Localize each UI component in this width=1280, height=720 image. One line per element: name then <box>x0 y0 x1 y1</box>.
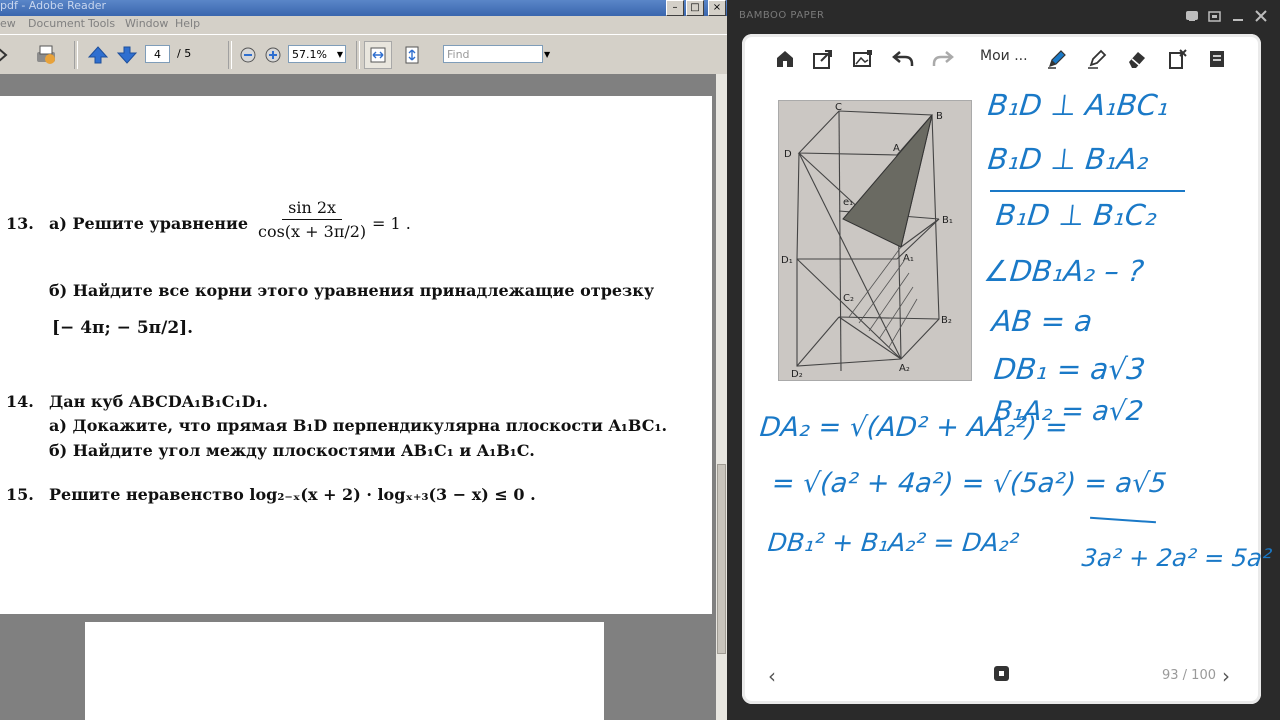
page-total-label: / 5 <box>177 47 192 60</box>
share-window-icon[interactable] <box>1184 9 1200 25</box>
menu-window[interactable]: Window <box>125 17 169 30</box>
reader-title-bar[interactable] <box>0 0 727 16</box>
menu-help[interactable]: Help <box>175 17 201 30</box>
toolbar-separator <box>228 41 232 69</box>
clear-page-icon[interactable] <box>1164 46 1190 72</box>
pdf-page-next <box>85 622 604 720</box>
vertical-scrollbar[interactable] <box>716 74 727 720</box>
problem-13a-rhs: = 1 . <box>372 214 411 233</box>
problem-13a-denominator: cos(x + 3π/2) <box>258 222 367 241</box>
fig-label-a2: A₂ <box>899 363 910 374</box>
page-number-input[interactable]: 4 <box>145 45 170 63</box>
problem-13b-interval: [− 4π; − 5π/2]. <box>52 318 194 338</box>
hw-line-6: DB₁ = a√3 <box>992 352 1148 386</box>
find-input[interactable]: Find <box>443 45 543 63</box>
fig-label-c2: C₂ <box>843 293 854 304</box>
hw-underline <box>990 190 1185 192</box>
fit-page-icon[interactable] <box>400 43 424 67</box>
hw-line-1: B₁D ⊥ A₁BC₁ <box>986 88 1171 122</box>
zoom-out-icon[interactable] <box>236 43 260 67</box>
hw-line-3: B₁D ⊥ B₁C₂ <box>994 198 1159 232</box>
reader-toolbar <box>0 34 727 76</box>
problem-13-number: 13. <box>6 214 34 233</box>
problem-14-number: 14. <box>6 392 34 411</box>
problem-13a-numerator: sin 2x <box>282 198 342 220</box>
cube-photo <box>778 100 972 381</box>
redo-icon[interactable] <box>930 46 956 72</box>
pen-tool-icon[interactable] <box>1044 46 1070 72</box>
toolbar-separator <box>356 41 360 69</box>
zoom-level-select[interactable] <box>288 45 346 63</box>
fig-label-a: A <box>893 143 900 154</box>
hw-line-10: DB₁² + B₁A₂² = DA₂² <box>766 528 1021 557</box>
zoom-level-value: 57.1% <box>292 48 327 61</box>
bamboo-paper-window <box>727 0 1280 720</box>
export-icon[interactable] <box>810 46 836 72</box>
previous-page-icon[interactable] <box>86 43 110 67</box>
close-button[interactable]: × <box>708 0 726 16</box>
next-page-chevron-icon[interactable]: › <box>1222 664 1230 688</box>
eraser-icon[interactable] <box>1124 46 1150 72</box>
hw-line-4: ∠DB₁A₂ – ? <box>982 254 1146 288</box>
page-edge-icon[interactable] <box>0 43 16 67</box>
menu-tools[interactable]: Tools <box>88 17 116 30</box>
hw-line-8: DA₂ = √(AD² + AA₂²) = <box>758 412 1070 443</box>
zoom-in-icon[interactable] <box>261 43 285 67</box>
problem-15-number: 15. <box>6 485 34 504</box>
hw-line-9: = √(a² + 4a²) = √(5a²) = a√5 <box>770 468 1169 499</box>
fit-width-icon[interactable] <box>364 41 392 69</box>
maximize-button[interactable]: □ <box>686 0 704 16</box>
bookmark-icon[interactable] <box>1204 46 1230 72</box>
fig-label-d: D <box>784 149 792 160</box>
close-window-icon[interactable] <box>1253 9 1269 25</box>
fig-label-d2: D₂ <box>791 369 803 380</box>
menu-document[interactable]: Document <box>28 17 85 30</box>
hw-underline-2 <box>1090 517 1156 524</box>
minimize-window-icon[interactable] <box>1230 9 1246 25</box>
fig-label-d1: D₁ <box>781 255 793 266</box>
page-indicator: 93 / 100 <box>1162 668 1216 683</box>
scrollbar-thumb[interactable] <box>717 464 726 654</box>
problem-14a-text: а) Докажите, что прямая B₁D перпендикулярна плоскости A₁BC₁. <box>49 416 668 435</box>
restore-window-icon[interactable] <box>1207 9 1223 25</box>
chevron-down-icon[interactable]: ▼ <box>336 50 343 59</box>
notebook-name-label[interactable]: Мои ... <box>980 48 1028 64</box>
undo-icon[interactable] <box>890 46 916 72</box>
find-options-chevron-icon[interactable]: ▼ <box>544 50 551 59</box>
previous-page-chevron-icon[interactable]: ‹ <box>768 664 776 688</box>
problem-15-text: Решите неравенство log₂₋ₓ(x + 2) · logₓ₊₃(3 − x) ≤ 0 . <box>49 485 536 504</box>
fig-label-c1: e₁ <box>843 197 854 208</box>
print-icon[interactable] <box>34 43 58 67</box>
hw-line-11: 3a² + 2a² = 5a² <box>1080 544 1274 572</box>
hw-line-5: AB = a <box>990 304 1095 338</box>
reader-menu-bar <box>0 16 727 34</box>
fig-label-b2: B₂ <box>941 315 952 326</box>
fig-label-a1: A₁ <box>903 253 914 264</box>
reader-window-title: pdf - Adobe Reader <box>0 0 107 12</box>
problem-13b-text: б) Найдите все корни этого уравнения принадлежащие отрезку <box>49 281 655 300</box>
problem-13a-prefix: а) Решите уравнение <box>49 214 249 233</box>
fig-label-b1: B₁ <box>942 215 953 226</box>
hw-line-7: B₁A₂ = a√2 <box>992 396 1145 427</box>
fig-label-c: C <box>835 102 842 113</box>
problem-14-head: Дан куб ABCDA₁B₁C₁D₁. <box>49 392 268 411</box>
bamboo-app-title: BAMBOO PAPER <box>739 10 825 21</box>
minimize-button[interactable]: – <box>666 0 684 16</box>
pdf-page <box>0 96 712 614</box>
cube-drawing <box>779 101 971 380</box>
menu-view[interactable]: ew <box>0 17 16 30</box>
page-overview-icon[interactable] <box>994 666 1009 681</box>
home-icon[interactable] <box>772 46 798 72</box>
toolbar-separator <box>74 41 78 69</box>
problem-14b-text: б) Найдите угол между плоскостями AB₁C₁ и A₁B₁C. <box>49 441 535 460</box>
marker-tool-icon[interactable] <box>1084 46 1110 72</box>
notebook-page[interactable] <box>742 34 1274 704</box>
next-page-icon[interactable] <box>115 43 139 67</box>
hw-line-2: B₁D ⊥ B₁A₂ <box>986 142 1151 176</box>
insert-image-icon[interactable] <box>850 46 876 72</box>
fig-label-b: B <box>936 111 943 122</box>
problem-13a-fraction <box>254 198 370 241</box>
